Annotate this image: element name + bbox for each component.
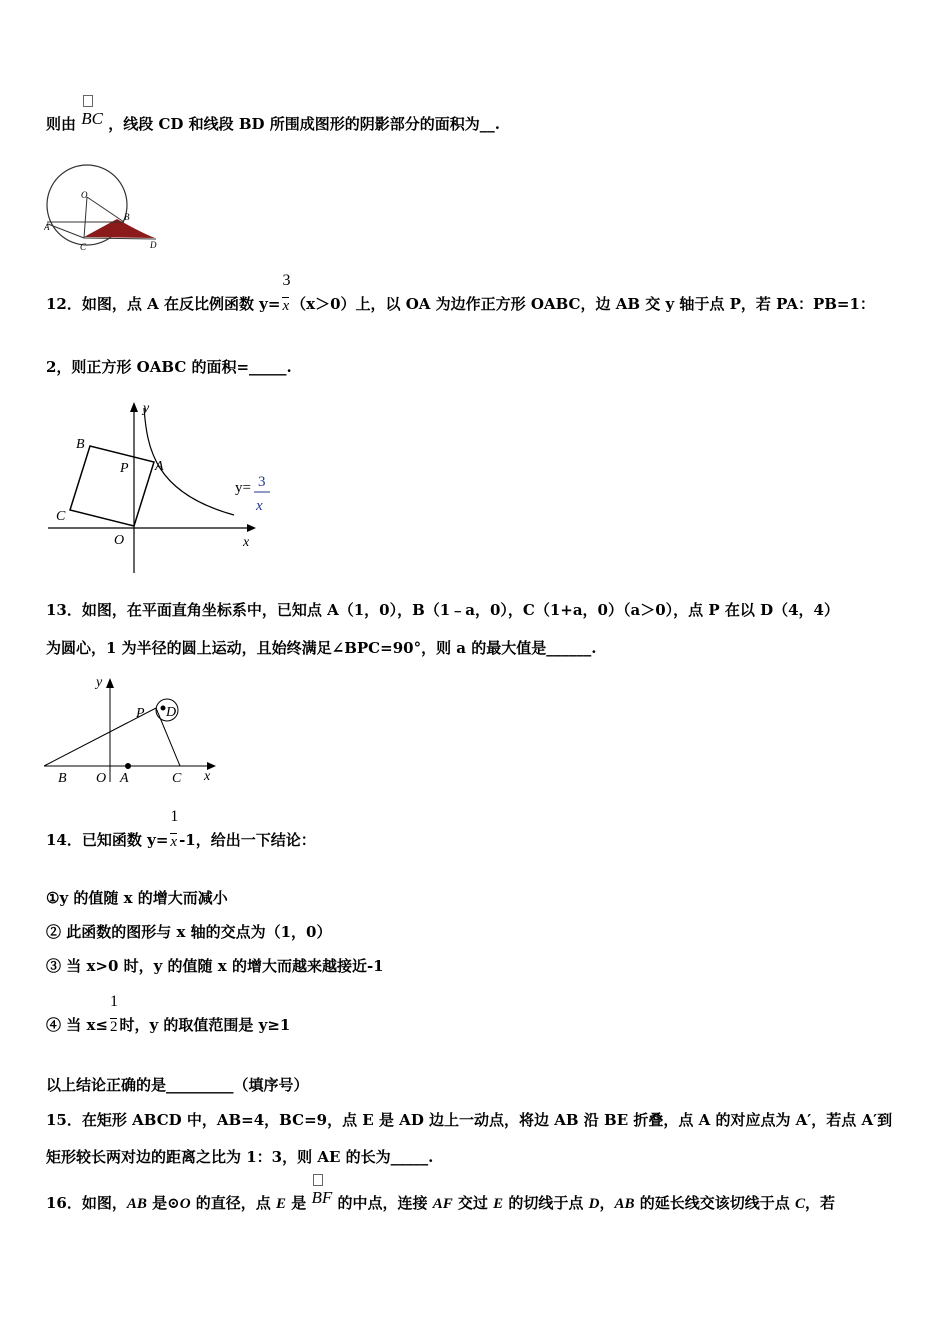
q12-line2: 2，则正方形 OABC 的面积=_____. [46, 358, 292, 376]
arrow-icon [130, 402, 138, 412]
q13-label-a: A [120, 771, 129, 786]
q13-label-p: P [136, 706, 145, 721]
q12-func-prefix: y= [235, 480, 251, 496]
q14-option-4 [46, 992, 291, 1035]
q11-radius-oc [84, 197, 87, 238]
q11-prefix: 则由 [46, 115, 77, 133]
q12-square-oabc [70, 446, 154, 526]
q11-line-cd [84, 238, 156, 239]
q12-label-p: P [120, 461, 129, 476]
q12-label-o: O [114, 533, 125, 548]
q11-suffix: ，线段 CD 和线段 BD 所围成图形的阴影部分的面积为__. [108, 115, 500, 133]
q12-label-x: x [243, 535, 250, 550]
q13-center-d [161, 706, 166, 711]
q12-label-y: y [143, 401, 150, 416]
q14-part2: -1，给出一下结论： [179, 831, 316, 849]
q12-fraction: $\frac{3}{x}$ [282, 271, 291, 314]
q13-label-b: B [58, 771, 67, 786]
q14-option-3: ③ 当 x>0 时，y 的值随 x 的增大而越来越接近-1 [46, 957, 384, 975]
q11-label-c: C [80, 242, 87, 252]
q12-label-b: B [76, 437, 85, 452]
q11-figure [44, 158, 162, 254]
q14-option-1: ①y 的值随 x 的增大而减小 [46, 889, 228, 907]
q13-point-a [125, 763, 131, 769]
q14-conclusion: 以上结论正确的是_________（填序号） [46, 1076, 309, 1094]
q13-label-x: x [204, 769, 211, 784]
q11-label-d: D [150, 240, 157, 250]
q11-line-ac [48, 224, 84, 238]
arrow-icon [106, 678, 114, 688]
q13-label-d: D [166, 705, 177, 720]
q15-line2: 矩形较长两对边的距离之比为 1：3，则 AE 的长为_____. [46, 1148, 434, 1166]
q11-label-b: B [124, 212, 130, 222]
q16-line1: 16．如图，AB 是⊙O 的直径，点 E 是 BF 的中点，连接 AF 交过 E 的切线于点 D，AB 的延长线交该切线于点 C，若 [46, 1193, 835, 1214]
q12-func-num: 3 [258, 474, 266, 490]
q14-option-2: ② 此函数的图形与 x 轴的交点为（1，0） [46, 923, 332, 941]
arrow-icon [247, 524, 256, 532]
arc-symbol-icon [83, 95, 93, 107]
q13-label-c: C [172, 771, 182, 786]
q13-figure [44, 670, 224, 788]
q13-label-o: O [96, 771, 107, 786]
q13-line1: 13．如图，在平面直角坐标系中，已知点 A（1，0），B（1﹣a，0），C（1+a，0）（a＞0），点 P 在以 D（4，4） [46, 601, 839, 619]
q16-arc-bf: BF [311, 1188, 332, 1207]
q11-label-a: A [44, 222, 50, 232]
q14-opt4-suffix: 时，y 的取值范围是 y≥1 [119, 1016, 291, 1034]
q15-line1: 15．在矩形 ABCD 中，AB=4，BC=9，点 E 是 AD 边上一动点，将边 AB 沿 BE 折叠，点 A 的对应点为 A′，若点 A′到 [46, 1111, 893, 1129]
q12-part1: 12．如图，点 A 在反比例函数 y= [46, 295, 281, 313]
q11-arc-bc: BC [81, 109, 103, 128]
q14-line1 [46, 807, 316, 850]
q12-func-den: x [256, 498, 263, 514]
q14-opt4-prefix: ④ 当 x≤ [46, 1016, 108, 1034]
q13-label-y: y [96, 675, 103, 690]
q12-figure [44, 398, 284, 576]
q11-line [46, 109, 500, 134]
q14-part1: 14．已知函数 y= [46, 831, 169, 849]
q13-line2: 为圆心，1 为半径的圆上运动，且始终满足∠BPC=90°，则 a 的最大值是______. [46, 639, 597, 657]
q12-part2: （x＞0）上，以 OA 为边作正方形 OABC，边 AB 交 y 轴于点 P，若 PA：PB=1： [291, 295, 875, 313]
q11-label-o: O [81, 190, 88, 200]
q12-line1 [46, 271, 875, 314]
q11-radius-ob [87, 197, 124, 222]
q12-label-a: A [155, 459, 164, 474]
q14-fraction: $\frac{1}{x}$ [170, 807, 179, 850]
q14-opt4-fraction: $\frac{1}{2}$ [109, 992, 118, 1035]
arc-symbol-icon [313, 1174, 323, 1186]
q12-label-c: C [56, 509, 66, 524]
